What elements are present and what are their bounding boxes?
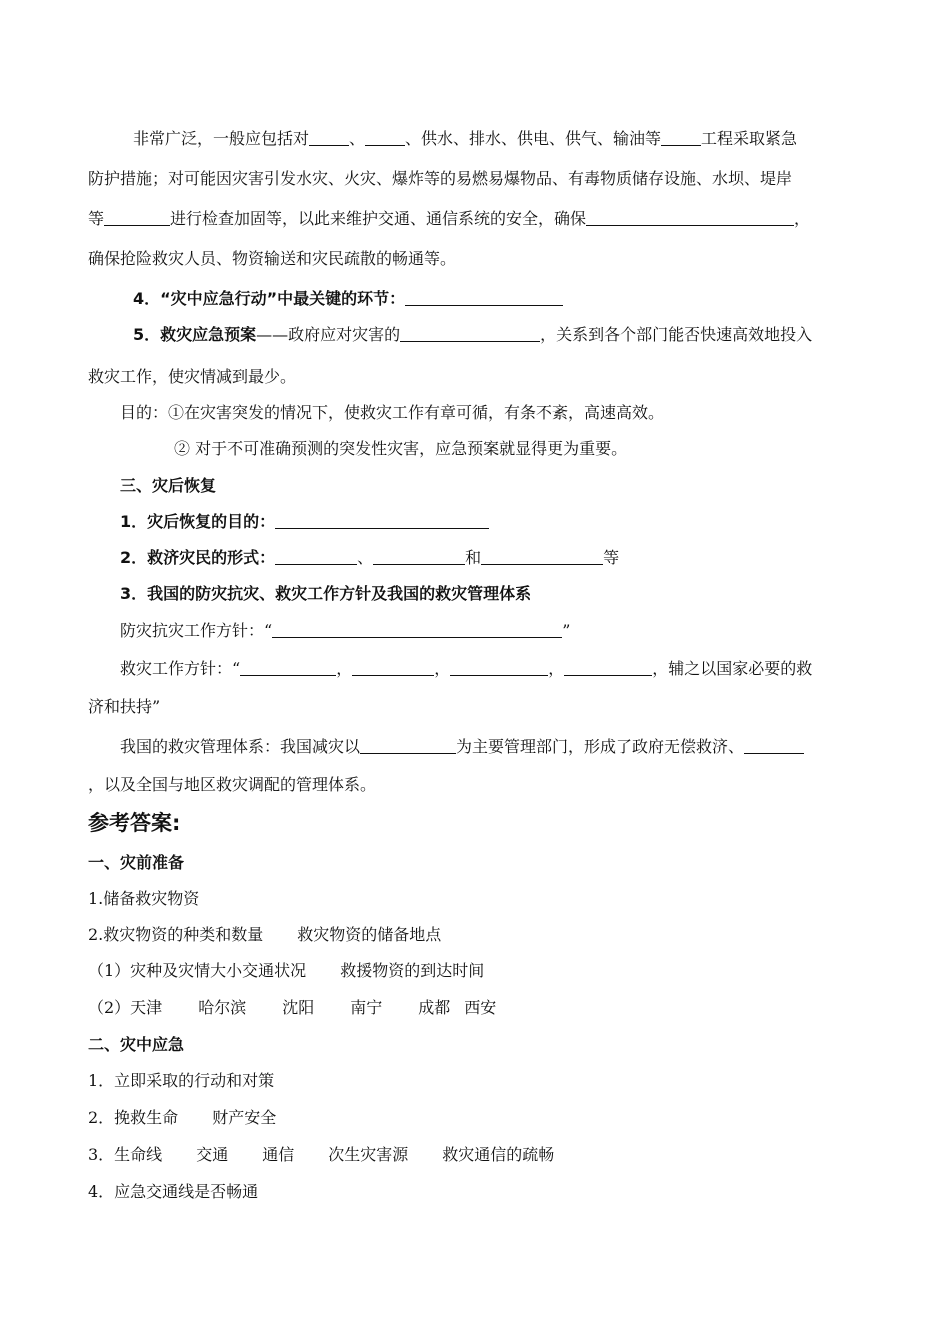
text-segment: 救灾工作方针：“ bbox=[120, 659, 241, 678]
fill-blank bbox=[309, 129, 349, 146]
fill-blank bbox=[240, 659, 336, 676]
recovery-item-3: 3．我国的防灾抗灾、救灾工作方针及我国的救灾管理体系 bbox=[120, 584, 532, 603]
answer-segment: 南宁 bbox=[350, 998, 383, 1017]
text-segment: ，关系到各个部门能否快速高效地投入 bbox=[540, 325, 813, 344]
paragraph-line-2: 防护措施；对可能因灾害引发水灾、火灾、爆炸等的易燃易爆物品、有毒物质储存设施、水坝、堤岸 bbox=[88, 169, 793, 188]
answer-segment: 财产安全 bbox=[212, 1108, 277, 1127]
answer-line: 1．立即采取的行动和对策 bbox=[88, 1071, 275, 1090]
fill-blank bbox=[360, 737, 456, 754]
text-segment: ” bbox=[562, 621, 571, 640]
fill-blank bbox=[275, 512, 489, 529]
paragraph-line-3 bbox=[88, 208, 810, 230]
paragraph-line-4: 确保抢险救灾人员、物资输送和灾民疏散的畅通等。 bbox=[88, 249, 457, 268]
management-system bbox=[120, 736, 804, 758]
text-segment: 、供水、排水、供电、供气、输油等 bbox=[405, 129, 662, 148]
item-4-label: 4．“灾中应急行动”中最关键的环节： bbox=[133, 289, 406, 308]
fill-blank bbox=[564, 659, 652, 676]
text-segment: ， bbox=[548, 659, 565, 678]
answer-segment: 次生灾害源 bbox=[328, 1145, 409, 1164]
fill-blank bbox=[400, 325, 540, 342]
text-segment: 工程采取紧急 bbox=[701, 129, 798, 148]
fill-blank bbox=[405, 289, 563, 306]
fill-blank bbox=[365, 129, 405, 146]
answer-segment: 哈尔滨 bbox=[198, 998, 247, 1017]
answer-line bbox=[88, 960, 484, 982]
text-segment: ， bbox=[434, 659, 451, 678]
fill-blank bbox=[373, 548, 465, 565]
text-segment: 非常广泛，一般应包括对 bbox=[133, 129, 310, 148]
answer-line bbox=[88, 997, 496, 1019]
fill-blank bbox=[661, 129, 701, 146]
answer-line bbox=[88, 924, 441, 946]
recovery-item-2 bbox=[120, 547, 619, 569]
section-heading: 三、灾后恢复 bbox=[120, 476, 217, 495]
text-segment: 进行检查加固等，以此来维护交通、通信系统的安全，确保 bbox=[170, 209, 587, 228]
text-segment: 等 bbox=[88, 209, 105, 228]
answer-segment: （1）灾种及灾情大小交通状况 bbox=[88, 961, 307, 980]
answer-line bbox=[88, 1144, 554, 1166]
policy-2-continuation: 济和扶持” bbox=[88, 697, 161, 716]
answer-segment: 救灾物资的储备地点 bbox=[297, 925, 442, 944]
paragraph-line-1 bbox=[133, 128, 797, 150]
fill-blank bbox=[272, 621, 562, 638]
purpose-1: 目的：①在灾害突发的情况下，使救灾工作有章可循，有条不紊，高速高效。 bbox=[120, 403, 665, 422]
answer-segment: 2.救灾物资的种类和数量 bbox=[88, 925, 264, 944]
answer-line: 4．应急交通线是否畅通 bbox=[88, 1182, 259, 1201]
answer-segment: 2．挽救生命 bbox=[88, 1108, 179, 1127]
answer-segment: 西安 bbox=[464, 998, 497, 1017]
fill-blank bbox=[352, 659, 434, 676]
item-5 bbox=[133, 324, 812, 346]
answers-section-2: 二、灾中应急 bbox=[88, 1035, 185, 1054]
answer-segment: 交通 bbox=[196, 1145, 229, 1164]
text-segment: 防灾抗灾工作方针：“ bbox=[120, 621, 273, 640]
text-segment: 为主要管理部门，形成了政府无偿救济、 bbox=[456, 737, 745, 756]
item-5-label: 5．救灾应急预案 bbox=[133, 325, 257, 344]
text-segment: ，辅之以国家必要的救 bbox=[652, 659, 813, 678]
policy-2 bbox=[120, 658, 812, 680]
answer-segment: 通信 bbox=[262, 1145, 295, 1164]
text-segment: 1．灾后恢复的目的： bbox=[120, 512, 276, 531]
text-segment: 和 bbox=[465, 548, 482, 567]
answer-line bbox=[88, 1107, 276, 1129]
purpose-2: ② 对于不可准确预测的突发性灾害，应急预案就显得更为重要。 bbox=[174, 439, 628, 458]
text-segment: 我国的救灾管理体系：我国减灾以 bbox=[120, 737, 361, 756]
answer-segment: 救援物资的到达时间 bbox=[340, 961, 485, 980]
answer-segment: 沈阳 bbox=[282, 998, 315, 1017]
answers-section-1: 一、灾前准备 bbox=[88, 853, 185, 872]
answer-segment: 救灾通信的疏畅 bbox=[442, 1145, 555, 1164]
recovery-item-1 bbox=[120, 511, 489, 533]
text-segment: ， bbox=[794, 209, 811, 228]
fill-blank bbox=[744, 737, 804, 754]
fill-blank bbox=[275, 548, 357, 565]
fill-blank bbox=[481, 548, 603, 565]
item-4 bbox=[133, 288, 563, 310]
answers-title: 参考答案: bbox=[88, 811, 181, 835]
answer-line: 1.储备救灾物资 bbox=[88, 889, 200, 908]
item-5-continuation: 救灾工作，使灾情减到最少。 bbox=[88, 367, 297, 386]
answer-segment: 成都 bbox=[418, 998, 451, 1017]
text-segment: 2．救济灾民的形式： bbox=[120, 548, 276, 567]
management-continuation: ，以及全国与地区救灾调配的管理体系。 bbox=[88, 775, 377, 794]
text-segment: 等 bbox=[603, 548, 620, 567]
text-segment: ， bbox=[336, 659, 353, 678]
answer-segment: （2）天津 bbox=[88, 998, 163, 1017]
text-segment: 、 bbox=[357, 548, 374, 567]
fill-blank bbox=[586, 209, 794, 226]
fill-blank bbox=[104, 209, 170, 226]
fill-blank bbox=[450, 659, 548, 676]
policy-1 bbox=[120, 620, 570, 642]
text-segment: ——政府应对灾害的 bbox=[256, 325, 401, 344]
text-segment: 、 bbox=[349, 129, 366, 148]
answer-segment: 3．生命线 bbox=[88, 1145, 163, 1164]
